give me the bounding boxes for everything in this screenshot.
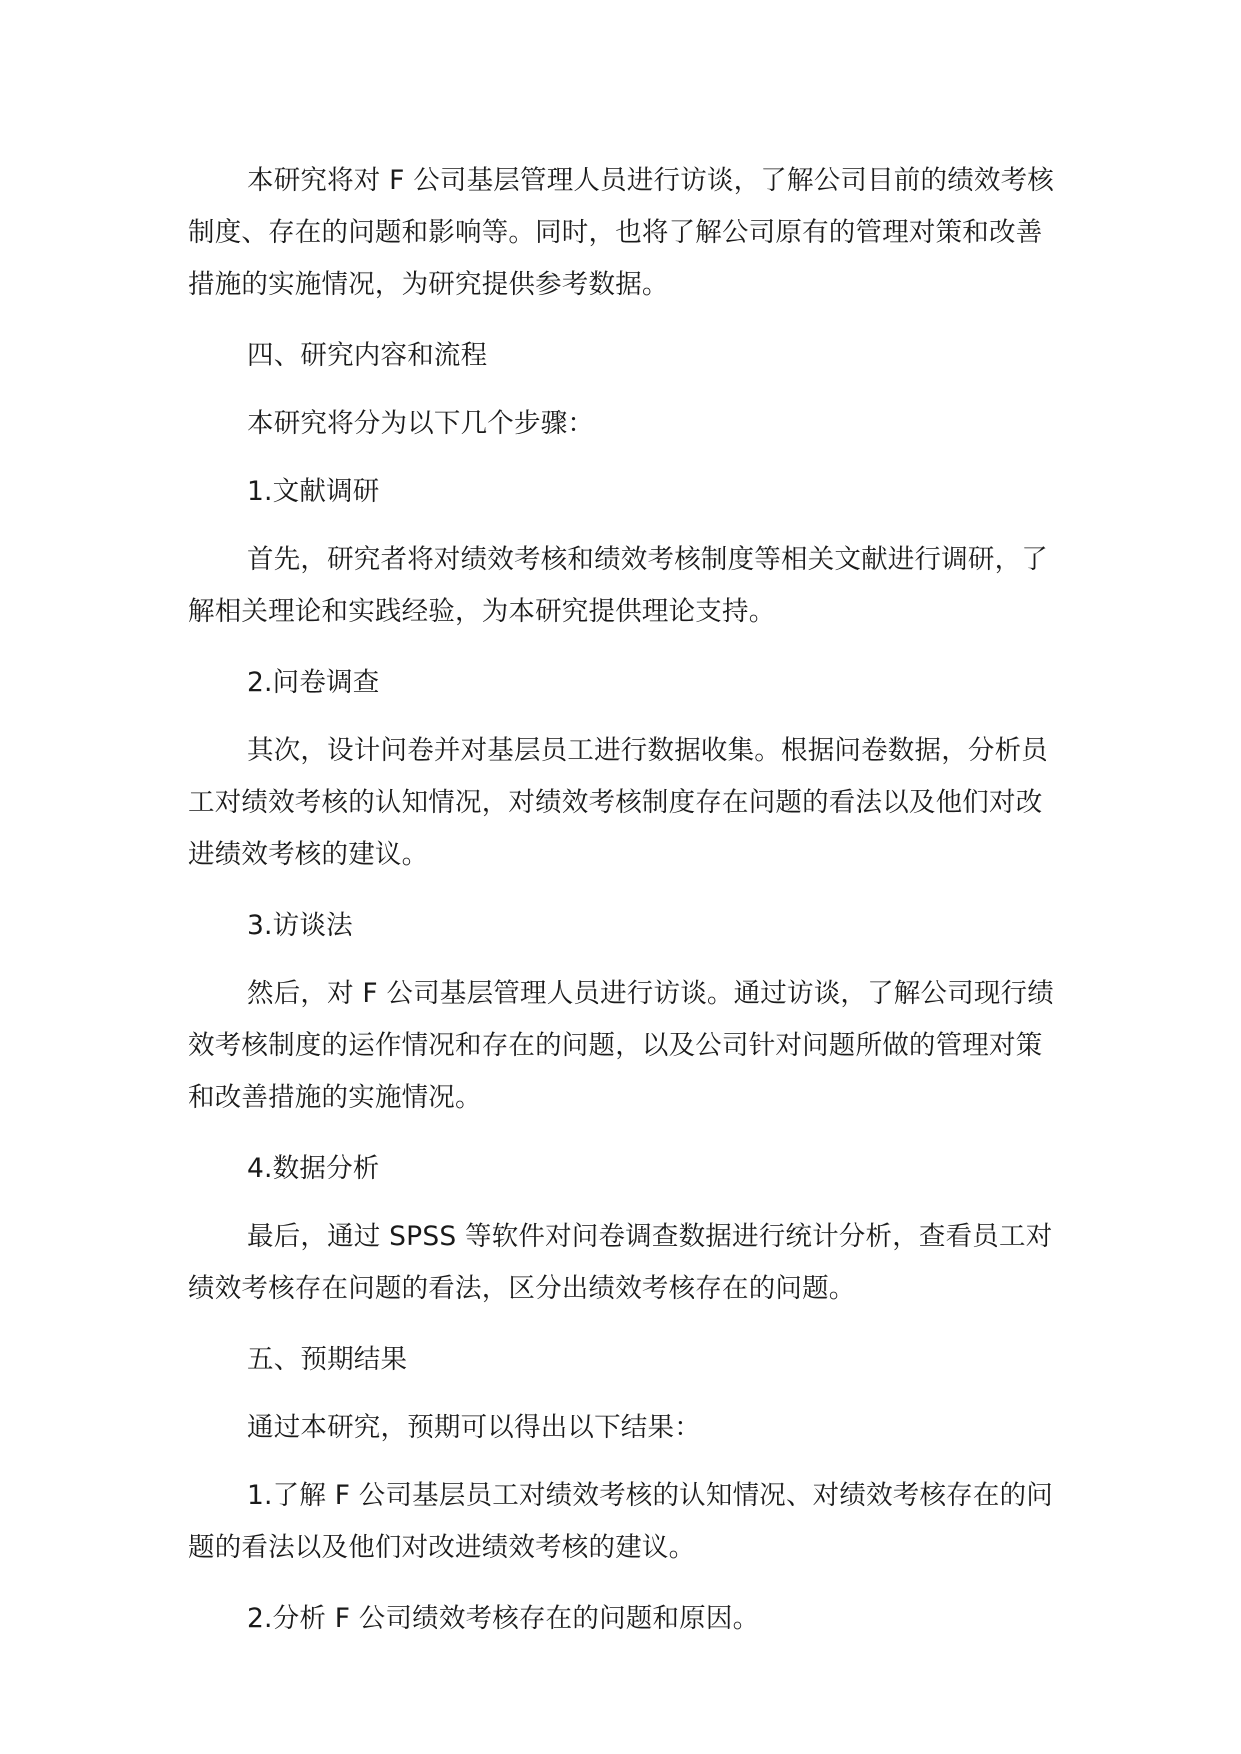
paragraph-steps-intro: 本研究将分为以下几个步骤： [247,408,595,439]
paragraph-data-analysis: 最后，通过 SPSS 等软件对问卷调查数据进行统计分析，查看员工对绩效考核存在问题的看法，区分出绩效考核存在的问题。 [188,1221,1053,1304]
result-item-2: 2.分析 F 公司绩效考核存在的问题和原因。 [247,1603,760,1634]
paragraph-literature-review: 首先，研究者将对绩效考核和绩效考核制度等相关文献进行调研，了解相关理论和实践经验，为本研究提供理论支持。 [188,544,1048,627]
paragraph-results-intro: 通过本研究，预期可以得出以下结果： [247,1412,701,1443]
step-heading-data-analysis: 4.数据分析 [247,1153,380,1184]
step-heading-literature-review: 1.文献调研 [247,476,380,507]
section-heading-research-content: 四、研究内容和流程 [247,340,488,371]
paragraph-questionnaire: 其次，设计问卷并对基层员工进行数据收集。根据问卷数据，分析员工对绩效考核的认知情况，对绩效考核制度存在问题的看法以及他们对改进绩效考核的建议。 [188,735,1048,870]
result-item-1: 1.了解 F 公司基层员工对绩效考核的认知情况、对绩效考核存在的问题的看法以及他们对改进绩效考核的建议。 [188,1480,1053,1563]
document-page [188,155,1058,1664]
step-heading-questionnaire: 2.问卷调查 [247,667,380,698]
step-heading-interview: 3.访谈法 [247,910,353,941]
section-heading-expected-results: 五、预期结果 [247,1344,408,1375]
paragraph-interview-plan: 本研究将对 F 公司基层管理人员进行访谈，了解公司目前的绩效考核制度、存在的问题和影响等。同时，也将了解公司原有的管理对策和改善措施的实施情况，为研究提供参考数据。 [188,165,1054,300]
paragraph-interview: 然后，对 F 公司基层管理人员进行访谈。通过访谈，了解公司现行绩效考核制度的运作情况和存在的问题，以及公司针对问题所做的管理对策和改善措施的实施情况。 [188,978,1054,1113]
